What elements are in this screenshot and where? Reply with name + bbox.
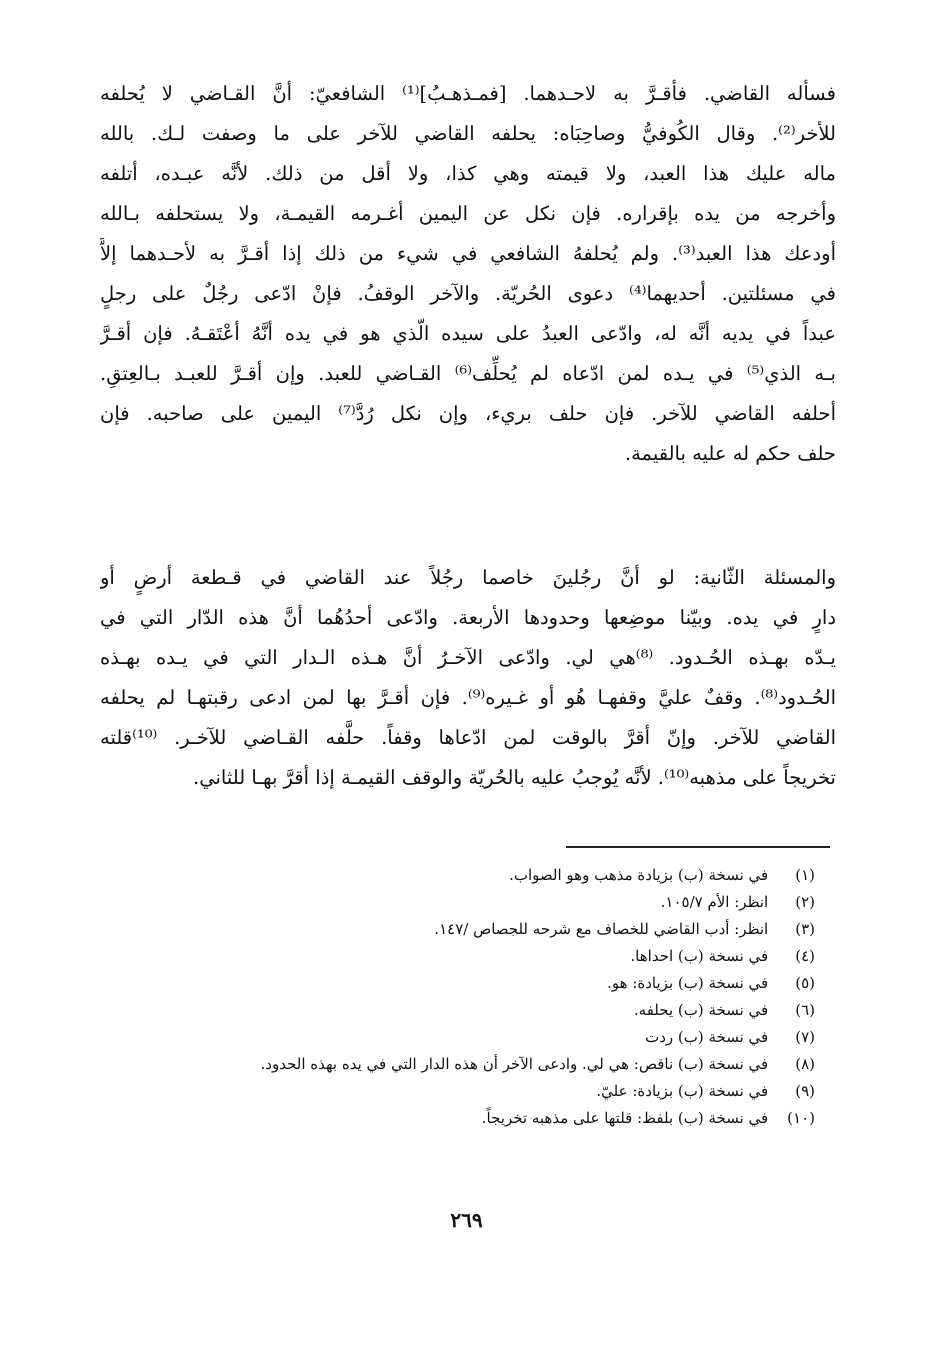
footnote-text: في نسخة (ب) يحلفه.: [633, 1001, 769, 1019]
footnote-number: (٧): [795, 1028, 815, 1046]
text-line: تخريجاً على مذهبه⁽¹⁰⁾. لأنَّه يُوجبُ عليه بالحُريّة والوقف القيمـة إذا أقرَّ بهـا للثاني.: [193, 766, 836, 789]
page-number: ٢٦٩: [450, 1208, 483, 1232]
footnotes-list: [135, 862, 815, 1132]
footnote-separator: [566, 846, 830, 848]
text-line: عبداً في يديه أنَّه له، وادّعى العبدُ على سيده الّذي هو في يده أنَّهُ أعْتَقـهُ. فإن أقـرَّ: [100, 322, 836, 345]
footnote-number: (٥): [795, 974, 815, 992]
footnote-text: في نسخة (ب) احداها.: [630, 947, 769, 965]
text-line: وأخرجه من يده بإقراره. فإن نكل عن اليمين أغـرمه القيمـة، ولا يستحلفه بـالله: [100, 202, 836, 225]
text-line: في مسئلتين. أحديهما⁽⁴⁾ دعوى الحُريّة. والآخر الوقفُ. فإنْ ادّعى رجُلٌ على رجلٍ: [100, 282, 836, 305]
footnote-item: [135, 1078, 815, 1105]
footnote-item: [135, 1024, 815, 1051]
footnote-text: في نسخة (ب) بزيادة: هو.: [607, 974, 769, 992]
footnote-text: انظر: الأم ١٠٥/٧.: [660, 893, 769, 911]
footnote-item: [135, 970, 815, 997]
text-line: حلف حكم له عليه بالقيمة.: [624, 442, 836, 465]
paragraph-2: [100, 558, 836, 798]
footnote-number: (٢): [795, 893, 815, 911]
footnote-number: (٤): [795, 947, 815, 965]
footnote-text: انظر: أدب القاضي للخصاف مع شرحه للجصاص /١٤٧.: [434, 920, 769, 938]
footnote-text: في نسخة (ب) بزيادة مذهب وهو الصواب.: [509, 866, 769, 884]
footnote-number: (٨): [795, 1055, 815, 1073]
text-line: دارٍ في يده. وبيّنا موضِعها وحدودها الأربعة. وادّعى أحدُهُما أنَّ هذه الدّار التي في: [100, 606, 836, 629]
footnote-item: [135, 943, 815, 970]
footnote-item: [135, 916, 815, 943]
paragraph-1: [100, 74, 836, 474]
footnote-text: في نسخة (ب) بلفظ: قلتها على مذهبه تخريجاً.: [481, 1109, 769, 1127]
footnote-number: (٣): [795, 920, 815, 938]
text-line: والمسئلة الثّانية: لو أنَّ رجُلينَ خاصما رجُلاً عند القاضي في قـطعة أرضٍ أو: [100, 566, 836, 589]
text-line: ماله عليك هذا العبد، ولا قيمته وهي كذا، ولا أقل من ذلك. لأنَّه عبـده، أتلفه: [100, 162, 836, 185]
text-line: للأخر⁽²⁾. وقال الكُوفيُّ وصاحِبَاه: يحلفه القاضي للآخر على ما وصفت لـك. بالله: [100, 122, 836, 145]
footnote-number: (٦): [795, 1001, 815, 1019]
footnote-item: [135, 1105, 815, 1132]
text-line: القاضي للآخر. وإنّ أقرَّ بالوقت لمن ادّعاها وقفاً. حلَّفه القـاضي للآخـر. ⁽¹⁰⁾قلته: [100, 726, 836, 749]
text-line: بـه الذي⁽⁵⁾ في يـده لمن ادّعاه لم يُحلِّف⁽⁶⁾ القـاضي للعبد. وإن أقـرَّ للعبـد بـالعِتقِ.: [100, 362, 836, 385]
text-line: الحُـدود⁽⁸⁾. وقفٌ عليَّ وقفهـا هُو أو غـيره⁽⁹⁾. فإن أقـرَّ بها لمن ادعى رقبتهـا لم يحلفه: [100, 686, 836, 709]
footnote-text: في نسخة (ب) ردت: [645, 1028, 769, 1046]
footnote-item: [135, 1051, 815, 1078]
text-line: فسأله القاضي. فأقـرَّ به لاحـدهما. [فمـذهـبُ]⁽¹⁾ الشافعيّ: أنَّ القـاضي لا يُحلفه: [100, 82, 836, 105]
text-line: يـدّه بهـذه الحُـدود. ⁽⁸⁾هي لي. وادّعى الآخـرُ أنَّ هـذه الـدار التي في يـده بهـذه: [100, 646, 836, 669]
footnote-number: (١): [795, 866, 815, 884]
footnote-number: (١٠): [787, 1109, 815, 1127]
footnote-text: في نسخة (ب) ناقص: هي لي. وادعى الآخر أن هذه الدار التي في يده بهذه الحدود.: [260, 1055, 769, 1073]
text-line: أودعك هذا العبد⁽³⁾. ولم يُحلفهُ الشافعي في شيء من ذلك إذا أقـرَّ به لأحـدهما إلاَّ: [100, 242, 836, 265]
footnote-item: [135, 997, 815, 1024]
footnote-item: [135, 889, 815, 916]
text-line: أحلفه القاضي للآخر. فإن حلف بريء، وإن نكل رُدَّ⁽⁷⁾ اليمين على صاحبه. فإن: [100, 402, 836, 425]
footnote-number: (٩): [795, 1082, 815, 1100]
footnote-text: في نسخة (ب) بزيادة: عليّ.: [596, 1082, 769, 1100]
footnote-item: [135, 862, 815, 889]
